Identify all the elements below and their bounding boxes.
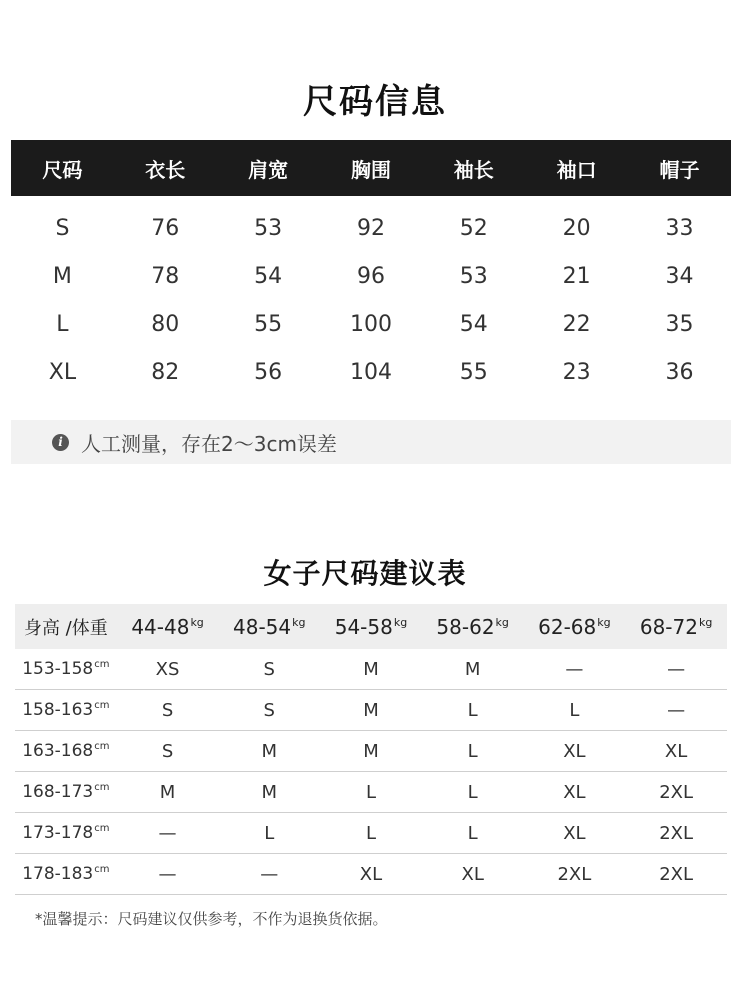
table-cell: 54 [254, 263, 283, 289]
weight-unit: kg [190, 615, 204, 629]
height-unit: cm [94, 659, 110, 670]
table-cell: S [55, 215, 70, 241]
recommend-title: 女子尺码建议表 [263, 557, 467, 590]
size-cell: XL [422, 854, 524, 895]
table-cell: 53 [459, 263, 488, 289]
height-range: 158-163 [22, 700, 94, 720]
weight-header [218, 604, 320, 649]
weight-header [625, 604, 727, 649]
size-cell: 2XL [625, 854, 727, 895]
table-cell: 34 [665, 263, 694, 289]
size-cell: 2XL [625, 772, 727, 813]
size-cell: M [320, 649, 422, 690]
size-cell: M [117, 772, 219, 813]
height-cell [15, 854, 117, 895]
table-cell: 54 [459, 311, 488, 337]
weight-unit: kg [597, 615, 611, 629]
size-cell: L [524, 690, 626, 731]
corner-header: 身高 /体重 [23, 617, 108, 639]
size-cell: 2XL [524, 854, 626, 895]
table-cell: M [52, 263, 72, 289]
table-row [15, 772, 727, 813]
table-row [11, 196, 731, 252]
table-cell: 35 [665, 311, 694, 337]
col-header: 帽子 [659, 157, 700, 182]
weight-range: 48-54 [233, 614, 292, 639]
height-unit: cm [94, 700, 110, 711]
table-row [15, 813, 727, 854]
footnote: *温馨提示：尺码建议仅供参考，不作为退换货依据。 [35, 910, 388, 928]
size-cell: L [422, 813, 524, 854]
weight-header [320, 604, 422, 649]
size-cell: M [320, 731, 422, 772]
height-cell [15, 772, 117, 813]
weight-range: 44-48 [131, 614, 190, 639]
table-cell: XL [48, 359, 77, 385]
size-cell: M [422, 649, 524, 690]
table-cell: 20 [562, 215, 591, 241]
size-cell: S [218, 690, 320, 731]
height-cell [15, 690, 117, 731]
size-cell: — [625, 649, 727, 690]
weight-header [422, 604, 524, 649]
size-cell: XL [320, 854, 422, 895]
height-range: 163-168 [22, 741, 94, 761]
size-cell: — [524, 649, 626, 690]
height-cell [15, 649, 117, 690]
col-header: 尺码 [42, 157, 83, 182]
size-cell: M [320, 690, 422, 731]
size-cell: L [218, 813, 320, 854]
weight-unit: kg [495, 615, 509, 629]
size-cell: — [625, 690, 727, 731]
size-info-title: 尺码信息 [303, 82, 447, 122]
table-cell: 82 [151, 359, 180, 385]
size-cell: — [117, 854, 219, 895]
size-recommend-table [15, 604, 727, 895]
weight-unit: kg [698, 615, 713, 629]
table-cell: 53 [254, 215, 283, 241]
table-cell: 78 [151, 263, 180, 289]
weight-range: 62-68 [538, 614, 597, 639]
measurement-note [11, 420, 731, 464]
height-unit: cm [94, 864, 110, 875]
table-cell: 36 [665, 359, 694, 385]
table-row [15, 731, 727, 772]
size-cell: S [117, 731, 219, 772]
size-cell: L [320, 772, 422, 813]
size-cell: 2XL [625, 813, 727, 854]
size-cell: S [117, 690, 219, 731]
weight-header [524, 604, 626, 649]
col-header: 肩宽 [248, 157, 289, 182]
size-cell: XL [625, 731, 727, 772]
table-cell: 55 [459, 359, 488, 385]
table-row [11, 348, 731, 396]
weight-range: 58-62 [436, 614, 495, 639]
size-cell: XS [117, 649, 219, 690]
table-cell: 76 [151, 215, 180, 241]
info-icon: i [52, 434, 69, 451]
size-cell: — [218, 854, 320, 895]
table-row [15, 649, 727, 690]
height-unit: cm [94, 741, 110, 752]
weight-unit: kg [393, 615, 408, 629]
table-row [11, 252, 731, 300]
size-cell: XL [524, 731, 626, 772]
height-range: 178-183 [22, 864, 94, 884]
size-cell: L [320, 813, 422, 854]
size-cell: S [218, 649, 320, 690]
height-range: 153-158 [22, 659, 94, 679]
col-header: 袖口 [556, 157, 597, 182]
table-cell: 56 [254, 359, 283, 385]
size-cell: M [218, 772, 320, 813]
size-table-header-row [11, 140, 731, 196]
table-cell: 23 [562, 359, 591, 385]
col-header: 袖长 [453, 157, 494, 182]
table-row [15, 690, 727, 731]
table-cell: 21 [562, 263, 591, 289]
size-cell: — [117, 813, 219, 854]
table-cell: 55 [254, 311, 283, 337]
table-row [11, 300, 731, 348]
size-cell: L [422, 731, 524, 772]
table-cell: 80 [151, 311, 180, 337]
height-unit: cm [94, 782, 110, 793]
table-cell: 100 [349, 311, 392, 337]
size-cell: M [218, 731, 320, 772]
table-row [15, 854, 727, 895]
height-cell [15, 813, 117, 854]
size-cell: XL [524, 813, 626, 854]
table-cell: 33 [665, 215, 694, 241]
size-cell: XL [524, 772, 626, 813]
weight-header [117, 604, 219, 649]
measurement-note-text: 人工测量，存在2～3cm误差 [81, 431, 337, 456]
table-cell: 22 [562, 311, 591, 337]
table-cell: 52 [459, 215, 488, 241]
table-cell: L [56, 311, 69, 337]
col-header: 胸围 [350, 157, 391, 182]
col-header: 衣长 [145, 157, 186, 182]
table-cell: 96 [356, 263, 385, 289]
weight-unit: kg [292, 615, 306, 629]
size-cell: L [422, 772, 524, 813]
height-unit: cm [94, 823, 110, 834]
weight-range: 68-72 [639, 614, 698, 639]
height-range: 173-178 [22, 823, 94, 843]
weight-range: 54-58 [334, 614, 393, 639]
height-range: 168-173 [22, 782, 94, 802]
height-cell [15, 731, 117, 772]
size-cell: L [422, 690, 524, 731]
table-cell: 92 [356, 215, 385, 241]
recommend-header-row [15, 604, 727, 649]
table-cell: 104 [349, 359, 392, 385]
size-info-table [11, 140, 731, 396]
